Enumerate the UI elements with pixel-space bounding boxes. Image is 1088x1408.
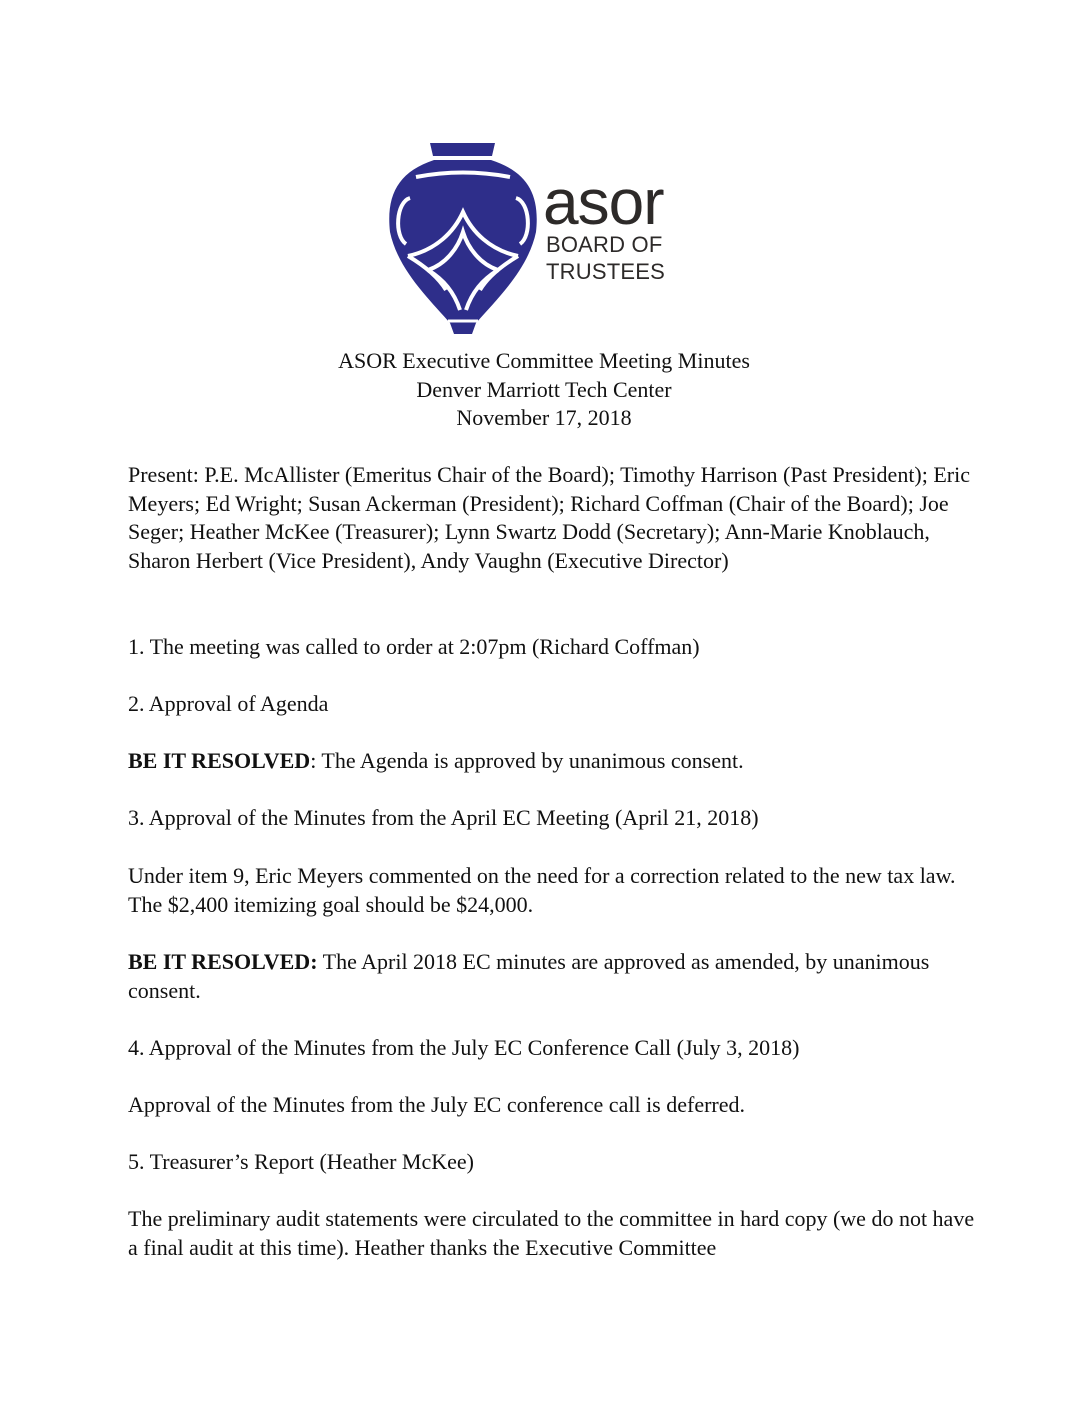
resolution-1-label: BE IT RESOLVED: [128, 748, 311, 773]
agenda-item-5: 5. Treasurer’s Report (Heather McKee): [128, 1149, 474, 1174]
agenda-item-5-note: The preliminary audit statements were circulated to the committee in hard copy (we do not have a final audit at this time). Heather thanks the Executive Committee: [128, 1206, 975, 1260]
attendees-paragraph: Present: P.E. McAllister (Emeritus Chair of the Board); Timothy Harrison (Past President); Eric Meyers; Ed Wright; Susan Ackerman (President); Richard Coffman (Chair of the Board); Joe Seger; Heather McKee (Treasurer); Lynn Swartz Dodd (Secretary); Ann-Marie Knoblauch, Sharon Herbert (Vice President), Andy Vaughn (Executive Director): [128, 462, 971, 573]
agenda-item-3: 3. Approval of the Minutes from the April EC Meeting (April 21, 2018): [128, 805, 759, 830]
agenda-item-2: 2. Approval of Agenda: [128, 691, 329, 716]
resolution-1-text: : The Agenda is approved by unanimous consent.: [310, 748, 744, 773]
document-title: ASOR Executive Committee Meeting Minutes: [338, 348, 750, 373]
resolution-2-label: BE IT RESOLVED:: [128, 949, 318, 974]
agenda-item-3-note: Under item 9, Eric Meyers commented on the need for a correction related to the new tax law. The $2,400 itemizing goal should be $24,000.: [128, 863, 956, 917]
document-location: Denver Marriott Tech Center: [416, 377, 672, 402]
agenda-item-4-note: Approval of the Minutes from the July EC conference call is deferred.: [128, 1092, 746, 1117]
agenda-item-4: 4. Approval of the Minutes from the July EC Conference Call (July 3, 2018): [128, 1035, 800, 1060]
logo-wordmark: asor: [543, 166, 664, 238]
logo-subtitle-line1: BOARD OF: [546, 232, 663, 257]
document-date: November 17, 2018: [456, 405, 632, 430]
resolution-2: [128, 948, 978, 1005]
resolution-1: [128, 747, 978, 776]
logo-subtitle-line2: TRUSTEES: [546, 259, 665, 284]
amphora-icon: [388, 140, 538, 336]
resolution-2-text: The April 2018 EC minutes are approved as amended, by unanimous consent.: [128, 949, 930, 1003]
agenda-item-1: 1. The meeting was called to order at 2:07pm (Richard Coffman): [128, 634, 700, 659]
